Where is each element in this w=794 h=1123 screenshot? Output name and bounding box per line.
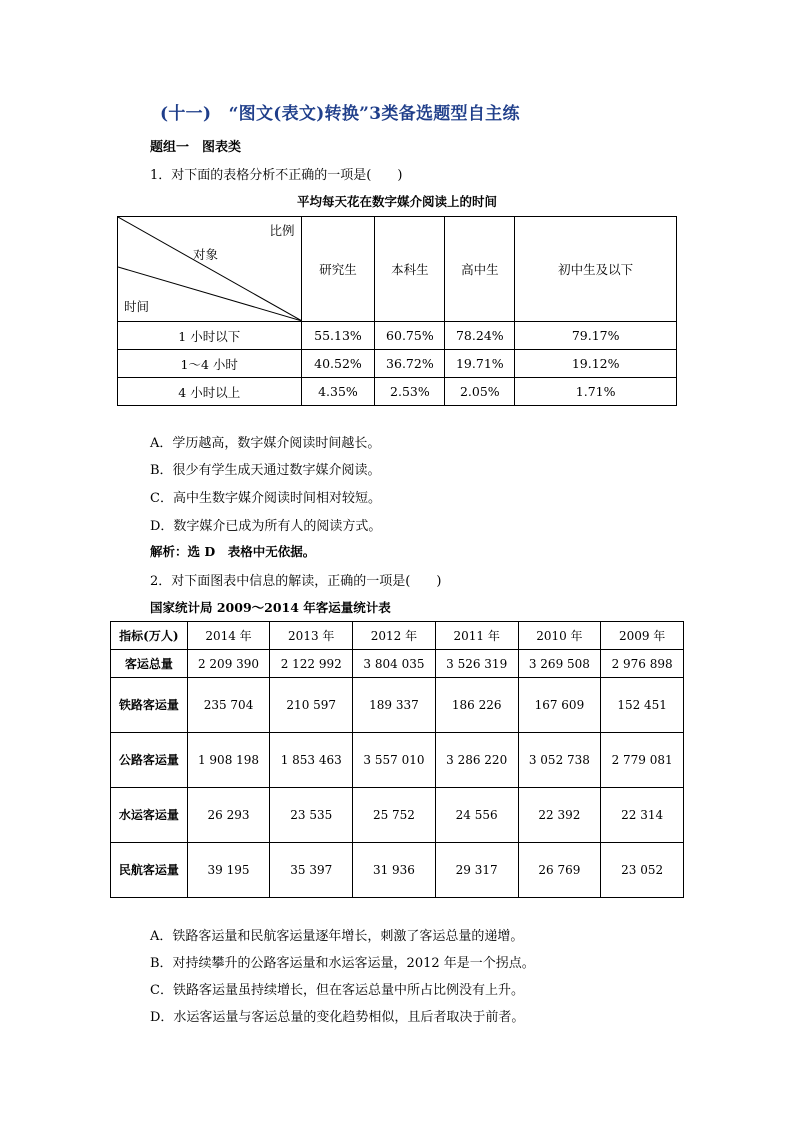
q2-stem: 2．对下面图表中信息的解读，正确的一项是( ) — [150, 574, 442, 589]
row-label: 公路客运量 — [111, 733, 188, 788]
table-cell: 2.53% — [375, 378, 445, 406]
col-header: 2010 年 — [518, 622, 601, 650]
table-cell: 1 908 198 — [187, 733, 270, 788]
col-header: 初中生及以下 — [515, 217, 677, 322]
q2-option-d: D．水运客运量与客运总量的变化趋势相似，且后者取决于前者。 — [150, 1010, 525, 1025]
col-header: 2013 年 — [270, 622, 353, 650]
table-cell: 2 209 390 — [187, 650, 270, 678]
table-cell: 79.17% — [515, 322, 677, 350]
table-cell: 29 317 — [435, 843, 518, 898]
table-cell: 23 052 — [601, 843, 684, 898]
table-cell: 186 226 — [435, 678, 518, 733]
q2-option-a: A．铁路客运量和民航客运量逐年增长，刺激了客运总量的递增。 — [150, 929, 524, 944]
table-row — [118, 378, 677, 406]
table-cell: 26 293 — [187, 788, 270, 843]
q1-stem: 1．对下面的表格分析不正确的一项是( ) — [150, 168, 403, 183]
col-header: 2012 年 — [353, 622, 436, 650]
table-cell: 189 337 — [353, 678, 436, 733]
table-cell: 39 195 — [187, 843, 270, 898]
table-row — [118, 350, 677, 378]
table-cell: 78.24% — [445, 322, 515, 350]
table-cell: 35 397 — [270, 843, 353, 898]
table-cell: 2 779 081 — [601, 733, 684, 788]
table-cell: 152 451 — [601, 678, 684, 733]
table-cell: 22 392 — [518, 788, 601, 843]
corner-label-subject: 对象 — [193, 247, 219, 262]
corner-label-time: 时间 — [124, 299, 150, 314]
col-header: 2011 年 — [435, 622, 518, 650]
row-label: 1 小时以下 — [118, 322, 302, 350]
table-row — [111, 788, 684, 843]
table-cell: 23 535 — [270, 788, 353, 843]
q1-table — [117, 216, 677, 406]
q1-table-title: 平均每天花在数字媒介阅读上的时间 — [297, 194, 498, 209]
table-cell: 22 314 — [601, 788, 684, 843]
q2-option-b: B．对持续攀升的公路客运量和水运客运量，2012 年是一个拐点。 — [150, 956, 535, 971]
col-header: 2009 年 — [601, 622, 684, 650]
table-cell: 25 752 — [353, 788, 436, 843]
page-title: (十一) “图文(表文)转换”3类备选题型自主练 — [160, 104, 520, 124]
table-cell: 26 769 — [518, 843, 601, 898]
table-cell: 1 853 463 — [270, 733, 353, 788]
q2-table-title: 国家统计局 2009～2014 年客运量统计表 — [150, 600, 391, 615]
row-label: 4 小时以上 — [118, 378, 302, 406]
q1-option-b: B．很少有学生成天通过数字媒介阅读。 — [150, 463, 381, 478]
q1-analysis: 解析：选 D 表格中无依据。 — [150, 544, 316, 559]
row-label: 民航客运量 — [111, 843, 188, 898]
table-cell: 3 269 508 — [518, 650, 601, 678]
table-cell: 36.72% — [375, 350, 445, 378]
col-header: 研究生 — [301, 217, 375, 322]
col-header: 指标(万人) — [111, 622, 188, 650]
table-cell: 1.71% — [515, 378, 677, 406]
q1-option-d: D．数字媒介已成为所有人的阅读方式。 — [150, 519, 382, 534]
table-cell: 31 936 — [353, 843, 436, 898]
group-heading: 题组一 图表类 — [150, 140, 242, 155]
row-label: 水运客运量 — [111, 788, 188, 843]
table-row — [111, 650, 684, 678]
table-cell: 3 286 220 — [435, 733, 518, 788]
col-header: 2014 年 — [187, 622, 270, 650]
table-cell: 167 609 — [518, 678, 601, 733]
corner-label-ratio: 比例 — [269, 223, 295, 238]
q1-option-c: C．高中生数字媒介阅读时间相对较短。 — [150, 491, 381, 506]
table-cell: 3 526 319 — [435, 650, 518, 678]
table-cell: 235 704 — [187, 678, 270, 733]
row-label: 客运总量 — [111, 650, 188, 678]
table-cell: 3 557 010 — [353, 733, 436, 788]
table-row — [111, 733, 684, 788]
table-cell: 2 976 898 — [601, 650, 684, 678]
row-label: 铁路客运量 — [111, 678, 188, 733]
table-cell: 4.35% — [301, 378, 375, 406]
table-cell: 60.75% — [375, 322, 445, 350]
q1-table-header-row — [118, 217, 677, 322]
table-cell: 2.05% — [445, 378, 515, 406]
table-cell: 210 597 — [270, 678, 353, 733]
table-cell: 2 122 992 — [270, 650, 353, 678]
table-cell: 19.71% — [445, 350, 515, 378]
table-row — [111, 843, 684, 898]
q1-option-a: A．学历越高，数字媒介阅读时间越长。 — [150, 436, 381, 451]
q2-table — [110, 621, 684, 898]
q1-diagonal-header-cell — [118, 217, 302, 322]
col-header: 高中生 — [445, 217, 515, 322]
q2-table-header-row — [111, 622, 684, 650]
table-row — [111, 678, 684, 733]
table-cell: 55.13% — [301, 322, 375, 350]
table-row — [118, 322, 677, 350]
table-cell: 40.52% — [301, 350, 375, 378]
q2-option-c: C．铁路客运量虽持续增长，但在客运总量中所占比例没有上升。 — [150, 983, 524, 998]
table-cell: 24 556 — [435, 788, 518, 843]
table-cell: 19.12% — [515, 350, 677, 378]
table-cell: 3 052 738 — [518, 733, 601, 788]
col-header: 本科生 — [375, 217, 445, 322]
row-label: 1～4 小时 — [118, 350, 302, 378]
table-cell: 3 804 035 — [353, 650, 436, 678]
